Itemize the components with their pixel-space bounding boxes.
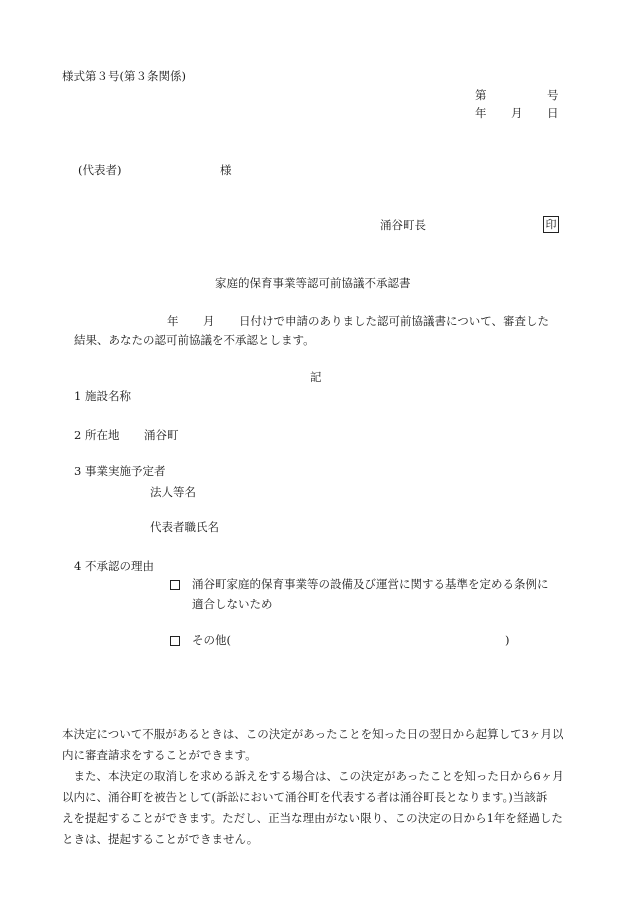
item-operator-rep-name: 代表者職氏名	[150, 520, 219, 534]
item-location-label: 2 所在地	[74, 428, 120, 442]
date-month-label: 月	[511, 106, 523, 120]
body-year-label: 年	[167, 314, 179, 328]
notice-p2-line-3: えを提起することができます。ただし、正当な理由がない限り、この決定の日から1年を経過した	[62, 811, 563, 825]
item-location-value: 涌谷町	[144, 428, 179, 442]
item-operator-corp-name: 法人等名	[150, 485, 196, 499]
notice-p1-line-2: 内に審査請求をすることができます。	[62, 748, 257, 762]
addressee-representative: (代表者)	[78, 163, 122, 177]
reason-2-close: )	[505, 633, 510, 647]
notice-p2-line-4: ときは、提起することができません。	[62, 832, 259, 846]
reason-2-open: その他(	[192, 633, 231, 647]
date-day-label: 日	[547, 106, 559, 120]
document-title: 家庭的保育事業等認可前協議不承認書	[215, 276, 411, 290]
body-month-label: 月	[203, 314, 215, 328]
item-facility-name: 1 施設名称	[74, 389, 131, 403]
item-operator: 3 事業実施予定者	[74, 464, 166, 478]
date-year-label: 年	[475, 106, 487, 120]
reason-1-line-2: 適合しないため	[192, 597, 273, 611]
notice-p2-line-1: また、本決定の取消しを求める訴えをする場合は、この決定があったことを知った日から6ヶ月	[62, 769, 564, 783]
notice-p1-line-1: 本決定について不服があるときは、この決定があったことを知った日の翌日から起算して3ヶ月以	[62, 727, 564, 741]
notice-p2-line-2: 以内に、涌谷町を被告として(訴訟において涌谷町を代表する者は涌谷町長となります。)当該訴	[62, 790, 548, 804]
form-reference: 様式第３号(第３条関係)	[62, 69, 186, 83]
seal-stamp: 印	[543, 216, 559, 233]
body-line-2: 結果、あなたの認可前協議を不承認とします。	[74, 333, 315, 347]
ki-heading: 記	[310, 370, 322, 384]
item-rejection-reason: 4 不承認の理由	[74, 559, 154, 573]
number-prefix: 第	[475, 88, 487, 102]
body-line-1: 日付けで申請のありました認可前協議書について、審査した	[239, 314, 550, 328]
reason-1-checkbox[interactable]	[170, 580, 180, 590]
number-suffix: 号	[547, 88, 559, 102]
reason-2-checkbox[interactable]	[170, 636, 180, 646]
addressee-honorific: 様	[220, 163, 232, 177]
issuer-name: 涌谷町長	[380, 218, 426, 232]
reason-1-line-1: 涌谷町家庭的保育事業等の設備及び運営に関する基準を定める条例に	[192, 577, 549, 591]
